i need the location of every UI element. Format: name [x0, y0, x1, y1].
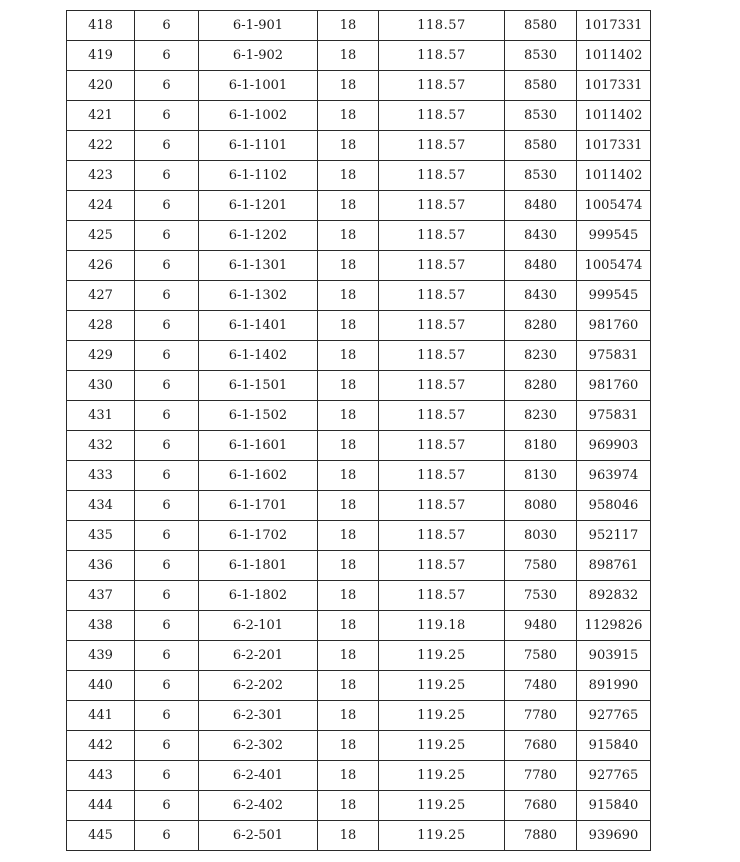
table-row — [67, 341, 651, 371]
total-floors-cell: 18 — [318, 731, 379, 761]
area-cell: 118.57 — [379, 101, 505, 131]
total-price-cell: 939690 — [577, 821, 651, 851]
area-cell: 118.57 — [379, 491, 505, 521]
serial-number-cell: 437 — [67, 581, 135, 611]
area-cell: 119.25 — [379, 731, 505, 761]
building-cell: 6 — [135, 671, 199, 701]
building-cell: 6 — [135, 101, 199, 131]
room-number-cell: 6-1-1201 — [199, 191, 318, 221]
total-floors-cell: 18 — [318, 761, 379, 791]
total-floors-cell: 18 — [318, 161, 379, 191]
building-cell: 6 — [135, 641, 199, 671]
table-row — [67, 671, 651, 701]
table-row — [67, 71, 651, 101]
unit-price-cell: 8280 — [505, 371, 577, 401]
table-row — [67, 491, 651, 521]
serial-number-cell: 444 — [67, 791, 135, 821]
serial-number-cell: 439 — [67, 641, 135, 671]
area-cell: 118.57 — [379, 281, 505, 311]
serial-number-cell: 434 — [67, 491, 135, 521]
table-row — [67, 641, 651, 671]
total-price-cell: 898761 — [577, 551, 651, 581]
serial-number-cell: 426 — [67, 251, 135, 281]
room-number-cell: 6-2-302 — [199, 731, 318, 761]
total-floors-cell: 18 — [318, 311, 379, 341]
area-cell: 118.57 — [379, 251, 505, 281]
serial-number-cell: 418 — [67, 11, 135, 41]
unit-price-cell: 8480 — [505, 191, 577, 221]
serial-number-cell: 424 — [67, 191, 135, 221]
total-price-cell: 952117 — [577, 521, 651, 551]
area-cell: 118.57 — [379, 371, 505, 401]
room-number-cell: 6-1-1501 — [199, 371, 318, 401]
serial-number-cell: 442 — [67, 731, 135, 761]
building-cell: 6 — [135, 431, 199, 461]
table-row — [67, 461, 651, 491]
building-cell: 6 — [135, 401, 199, 431]
unit-price-cell: 8230 — [505, 401, 577, 431]
room-number-cell: 6-1-1402 — [199, 341, 318, 371]
building-cell: 6 — [135, 521, 199, 551]
area-cell: 118.57 — [379, 431, 505, 461]
table-row — [67, 161, 651, 191]
area-cell: 119.18 — [379, 611, 505, 641]
unit-price-cell: 8180 — [505, 431, 577, 461]
area-cell: 118.57 — [379, 551, 505, 581]
total-floors-cell: 18 — [318, 491, 379, 521]
total-price-cell: 975831 — [577, 341, 651, 371]
unit-price-cell: 7680 — [505, 791, 577, 821]
unit-price-cell: 8580 — [505, 71, 577, 101]
area-cell: 118.57 — [379, 221, 505, 251]
unit-price-cell: 7580 — [505, 641, 577, 671]
unit-price-cell: 8530 — [505, 101, 577, 131]
total-floors-cell: 18 — [318, 701, 379, 731]
table-row — [67, 221, 651, 251]
area-cell: 119.25 — [379, 641, 505, 671]
total-floors-cell: 18 — [318, 611, 379, 641]
serial-number-cell: 438 — [67, 611, 135, 641]
unit-price-cell: 8030 — [505, 521, 577, 551]
building-cell: 6 — [135, 461, 199, 491]
area-cell: 119.25 — [379, 821, 505, 851]
total-price-cell: 958046 — [577, 491, 651, 521]
total-price-cell: 981760 — [577, 371, 651, 401]
unit-price-cell: 7530 — [505, 581, 577, 611]
total-floors-cell: 18 — [318, 371, 379, 401]
serial-number-cell: 422 — [67, 131, 135, 161]
room-number-cell: 6-2-501 — [199, 821, 318, 851]
total-price-cell: 1129826 — [577, 611, 651, 641]
table-row — [67, 431, 651, 461]
room-number-cell: 6-1-1001 — [199, 71, 318, 101]
room-number-cell: 6-1-901 — [199, 11, 318, 41]
unit-price-cell: 8080 — [505, 491, 577, 521]
building-cell: 6 — [135, 701, 199, 731]
building-cell: 6 — [135, 161, 199, 191]
area-cell: 119.25 — [379, 761, 505, 791]
table-row — [67, 821, 651, 851]
total-floors-cell: 18 — [318, 221, 379, 251]
total-price-cell: 1017331 — [577, 11, 651, 41]
building-cell: 6 — [135, 821, 199, 851]
total-floors-cell: 18 — [318, 521, 379, 551]
total-floors-cell: 18 — [318, 461, 379, 491]
table-row — [67, 371, 651, 401]
serial-number-cell: 419 — [67, 41, 135, 71]
total-floors-cell: 18 — [318, 101, 379, 131]
building-cell: 6 — [135, 41, 199, 71]
building-cell: 6 — [135, 221, 199, 251]
total-price-cell: 1005474 — [577, 251, 651, 281]
total-price-cell: 1011402 — [577, 161, 651, 191]
unit-price-cell: 7780 — [505, 701, 577, 731]
serial-number-cell: 436 — [67, 551, 135, 581]
total-floors-cell: 18 — [318, 671, 379, 701]
total-price-cell: 927765 — [577, 701, 651, 731]
area-cell: 118.57 — [379, 41, 505, 71]
serial-number-cell: 431 — [67, 401, 135, 431]
total-floors-cell: 18 — [318, 641, 379, 671]
table-row — [67, 131, 651, 161]
unit-price-cell: 8430 — [505, 221, 577, 251]
total-price-cell: 1011402 — [577, 41, 651, 71]
total-price-cell: 999545 — [577, 281, 651, 311]
room-number-cell: 6-1-1701 — [199, 491, 318, 521]
serial-number-cell: 423 — [67, 161, 135, 191]
building-cell: 6 — [135, 341, 199, 371]
area-cell: 118.57 — [379, 11, 505, 41]
total-floors-cell: 18 — [318, 41, 379, 71]
total-price-cell: 891990 — [577, 671, 651, 701]
total-floors-cell: 18 — [318, 251, 379, 281]
building-cell: 6 — [135, 371, 199, 401]
total-price-cell: 1005474 — [577, 191, 651, 221]
area-cell: 118.57 — [379, 581, 505, 611]
building-cell: 6 — [135, 791, 199, 821]
building-cell: 6 — [135, 131, 199, 161]
table-row — [67, 701, 651, 731]
area-cell: 118.57 — [379, 401, 505, 431]
total-price-cell: 915840 — [577, 791, 651, 821]
table-row — [67, 791, 651, 821]
room-number-cell: 6-1-1301 — [199, 251, 318, 281]
table-row — [67, 311, 651, 341]
unit-price-cell: 8580 — [505, 131, 577, 161]
unit-price-cell: 8430 — [505, 281, 577, 311]
serial-number-cell: 432 — [67, 431, 135, 461]
serial-number-cell: 441 — [67, 701, 135, 731]
serial-number-cell: 435 — [67, 521, 135, 551]
area-cell: 119.25 — [379, 671, 505, 701]
room-number-cell: 6-2-201 — [199, 641, 318, 671]
table-row — [67, 401, 651, 431]
unit-price-cell: 8580 — [505, 11, 577, 41]
total-price-cell: 969903 — [577, 431, 651, 461]
unit-price-cell: 8530 — [505, 41, 577, 71]
table-row — [67, 581, 651, 611]
building-cell: 6 — [135, 761, 199, 791]
table-row — [67, 521, 651, 551]
total-price-cell: 981760 — [577, 311, 651, 341]
area-cell: 118.57 — [379, 341, 505, 371]
total-floors-cell: 18 — [318, 431, 379, 461]
price-table — [66, 10, 651, 851]
building-cell: 6 — [135, 611, 199, 641]
total-price-cell: 927765 — [577, 761, 651, 791]
total-price-cell: 892832 — [577, 581, 651, 611]
total-floors-cell: 18 — [318, 131, 379, 161]
room-number-cell: 6-1-902 — [199, 41, 318, 71]
room-number-cell: 6-2-202 — [199, 671, 318, 701]
total-floors-cell: 18 — [318, 341, 379, 371]
table-row — [67, 761, 651, 791]
room-number-cell: 6-1-1202 — [199, 221, 318, 251]
area-cell: 119.25 — [379, 701, 505, 731]
table-row — [67, 551, 651, 581]
unit-price-cell: 8480 — [505, 251, 577, 281]
building-cell: 6 — [135, 551, 199, 581]
building-cell: 6 — [135, 191, 199, 221]
room-number-cell: 6-2-301 — [199, 701, 318, 731]
area-cell: 118.57 — [379, 461, 505, 491]
table-row — [67, 41, 651, 71]
room-number-cell: 6-1-1801 — [199, 551, 318, 581]
room-number-cell: 6-1-1302 — [199, 281, 318, 311]
total-price-cell: 1017331 — [577, 131, 651, 161]
total-price-cell: 915840 — [577, 731, 651, 761]
building-cell: 6 — [135, 71, 199, 101]
unit-price-cell: 9480 — [505, 611, 577, 641]
total-price-cell: 1011402 — [577, 101, 651, 131]
table-row — [67, 251, 651, 281]
table-row — [67, 731, 651, 761]
table-row — [67, 191, 651, 221]
room-number-cell: 6-1-1101 — [199, 131, 318, 161]
total-price-cell: 999545 — [577, 221, 651, 251]
building-cell: 6 — [135, 491, 199, 521]
area-cell: 119.25 — [379, 791, 505, 821]
table-row — [67, 611, 651, 641]
room-number-cell: 6-2-402 — [199, 791, 318, 821]
building-cell: 6 — [135, 251, 199, 281]
unit-price-cell: 8130 — [505, 461, 577, 491]
total-price-cell: 903915 — [577, 641, 651, 671]
area-cell: 118.57 — [379, 161, 505, 191]
total-price-cell: 963974 — [577, 461, 651, 491]
area-cell: 118.57 — [379, 521, 505, 551]
serial-number-cell: 430 — [67, 371, 135, 401]
unit-price-cell: 8530 — [505, 161, 577, 191]
area-cell: 118.57 — [379, 131, 505, 161]
room-number-cell: 6-1-1601 — [199, 431, 318, 461]
room-number-cell: 6-1-1002 — [199, 101, 318, 131]
total-floors-cell: 18 — [318, 191, 379, 221]
total-floors-cell: 18 — [318, 11, 379, 41]
area-cell: 118.57 — [379, 311, 505, 341]
room-number-cell: 6-1-1401 — [199, 311, 318, 341]
table-row — [67, 11, 651, 41]
unit-price-cell: 7680 — [505, 731, 577, 761]
total-floors-cell: 18 — [318, 281, 379, 311]
building-cell: 6 — [135, 281, 199, 311]
total-floors-cell: 18 — [318, 791, 379, 821]
unit-price-cell: 7480 — [505, 671, 577, 701]
total-floors-cell: 18 — [318, 71, 379, 101]
area-cell: 118.57 — [379, 71, 505, 101]
building-cell: 6 — [135, 581, 199, 611]
unit-price-cell: 7780 — [505, 761, 577, 791]
serial-number-cell: 445 — [67, 821, 135, 851]
serial-number-cell: 429 — [67, 341, 135, 371]
total-price-cell: 975831 — [577, 401, 651, 431]
total-floors-cell: 18 — [318, 401, 379, 431]
room-number-cell: 6-2-101 — [199, 611, 318, 641]
building-cell: 6 — [135, 311, 199, 341]
unit-price-cell: 8280 — [505, 311, 577, 341]
unit-price-cell: 8230 — [505, 341, 577, 371]
serial-number-cell: 428 — [67, 311, 135, 341]
serial-number-cell: 425 — [67, 221, 135, 251]
serial-number-cell: 443 — [67, 761, 135, 791]
building-cell: 6 — [135, 11, 199, 41]
serial-number-cell: 421 — [67, 101, 135, 131]
total-floors-cell: 18 — [318, 821, 379, 851]
room-number-cell: 6-2-401 — [199, 761, 318, 791]
room-number-cell: 6-1-1102 — [199, 161, 318, 191]
serial-number-cell: 427 — [67, 281, 135, 311]
total-floors-cell: 18 — [318, 551, 379, 581]
total-price-cell: 1017331 — [577, 71, 651, 101]
serial-number-cell: 440 — [67, 671, 135, 701]
serial-number-cell: 433 — [67, 461, 135, 491]
table-body — [67, 11, 651, 851]
unit-price-cell: 7880 — [505, 821, 577, 851]
table-row — [67, 281, 651, 311]
table-row — [67, 101, 651, 131]
room-number-cell: 6-1-1602 — [199, 461, 318, 491]
serial-number-cell: 420 — [67, 71, 135, 101]
area-cell: 118.57 — [379, 191, 505, 221]
unit-price-cell: 7580 — [505, 551, 577, 581]
room-number-cell: 6-1-1502 — [199, 401, 318, 431]
total-floors-cell: 18 — [318, 581, 379, 611]
room-number-cell: 6-1-1802 — [199, 581, 318, 611]
room-number-cell: 6-1-1702 — [199, 521, 318, 551]
building-cell: 6 — [135, 731, 199, 761]
